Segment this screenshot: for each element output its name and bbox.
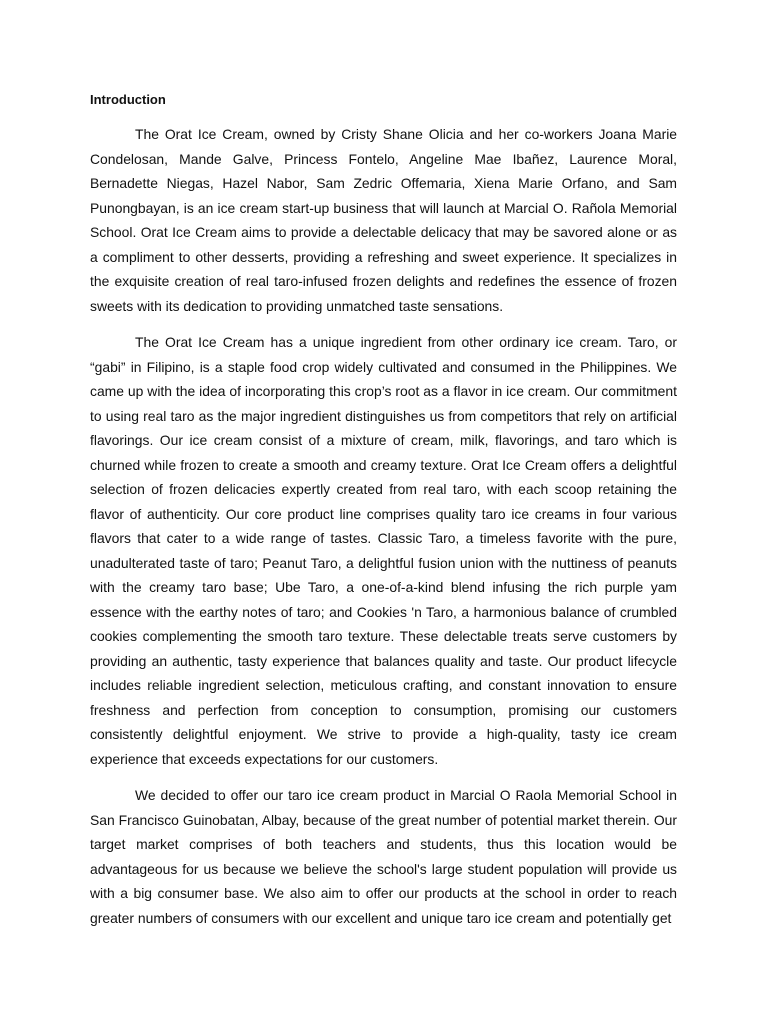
paragraph-product-description: The Orat Ice Cream has a unique ingredient from other ordinary ice cream. Taro, or “gabi” in Filipino, is a staple food crop widely cultivated and consumed in the Philippines. We came up with the idea of incorporating this crop’s root as a flavor in ice cream. Our commitment to using real taro as the major ingredient distinguishes us from competitors that rely on artificial flavorings. Our ice cream consist of a mixture of cream, milk, flavorings, and taro which is churned while frozen to create a smooth and creamy texture. Orat Ice Cream offers a delightful selection of frozen delicacies expertly created from real taro, with each scoop retaining the flavor of authenticity. Our core product line comprises quality taro ice creams in four various flavors that cater to a wide range of tastes. Classic Taro, a timeless favorite with the pure, unadulterated taste of taro; Peanut Taro, a delightful fusion union with the nuttiness of peanuts with the creamy taro base; Ube Taro, a one-of-a-kind blend infusing the rich purple yam essence with the earthy notes of taro; and Cookies 'n Taro, a harmonious balance of crumbled cookies complementing the smooth taro texture. These delectable treats serve customers by providing an authentic, tasty experience that balances quality and taste. Our product lifecycle includes reliable ingredient selection, meticulous crafting, and constant innovation to ensure freshness and perfection from conception to consumption, promising our customers consistently delightful enjoyment. We strive to provide a high-quality, tasty ice cream experience that exceeds expectations for our customers. [90,334,677,767]
section-heading: Introduction [90,92,166,107]
paragraph-target-market: We decided to offer our taro ice cream product in Marcial O Raola Memorial School in San Francisco Guinobatan, Albay, because of the great number of potential market therein. Our target market comprises of both teachers and students, thus this location would be advantageous for us because we believe the school's large student population will provide us with a big consumer base. We also aim to offer our products at the school in order to reach greater numbers of consumers with our excellent and unique taro ice cream and potentially get [90,787,677,926]
document-body [90,88,677,930]
paragraph-business-overview: The Orat Ice Cream, owned by Cristy Shane Olicia and her co-workers Joana Marie Condelosan, Mande Galve, Princess Fontelo, Angeline Mae Ibañez, Laurence Moral, Bernadette Niegas, Hazel Nabor, Sam Zedric Offemaria, Xiena Marie Orfano, and Sam Punongbayan, is an ice cream start-up business that will launch at Marcial O. Rañola Memorial School. Orat Ice Cream aims to provide a delectable delicacy that may be savored alone or as a compliment to other desserts, providing a refreshing and sweet experience. It specializes in the exquisite creation of real taro-infused frozen delights and redefines the essence of frozen sweets with its dedication to providing unmatched taste sensations. [90,126,677,314]
